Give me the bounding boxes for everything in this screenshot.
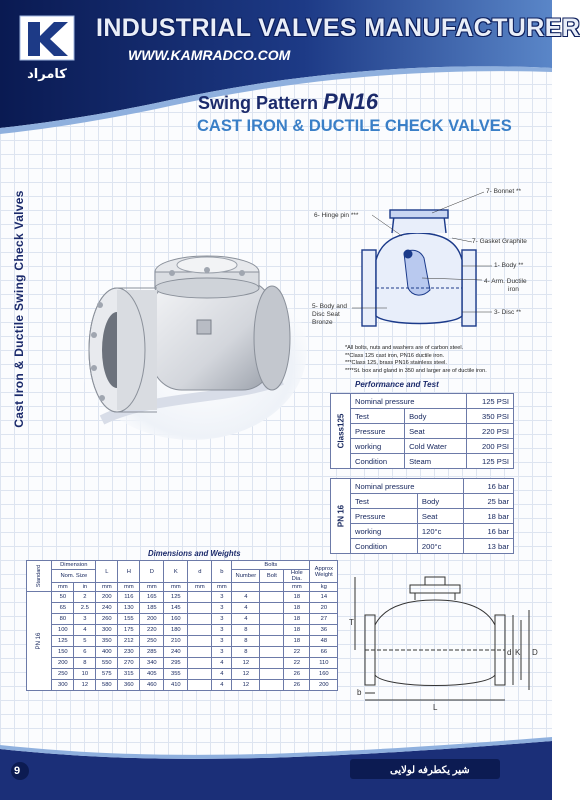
table-row — [331, 439, 514, 454]
table-cell: 580 — [96, 680, 118, 691]
logo-text: کامراد — [27, 67, 67, 82]
table-cell — [188, 669, 212, 680]
table-cell — [188, 636, 212, 647]
valve-photo — [62, 210, 302, 450]
col-H: H — [118, 561, 140, 583]
standard-cell — [27, 592, 52, 691]
table-cell: 4 — [232, 592, 260, 603]
col-weight-label: Weight — [314, 571, 333, 578]
dim-D: D — [532, 648, 538, 657]
class-label-cell — [331, 479, 351, 554]
table-cell — [260, 592, 284, 603]
table-cell: 3 — [212, 636, 232, 647]
table-cell: 14 — [310, 592, 338, 603]
table-cell: 285 — [140, 647, 164, 658]
cell: 200°c — [417, 539, 463, 554]
table-cell: 20 — [310, 603, 338, 614]
col-bolt: Bolt — [260, 570, 284, 583]
table-cell: 18 — [284, 592, 310, 603]
col-b: b — [212, 561, 232, 583]
table-cell: 575 — [96, 669, 118, 680]
col-weight — [310, 561, 338, 583]
dim-K: K — [515, 648, 521, 657]
table-cell: 550 — [96, 658, 118, 669]
unit: kg — [310, 583, 338, 592]
table-cell: 110 — [310, 658, 338, 669]
table-cell: 240 — [96, 603, 118, 614]
cell: 220 PSI — [466, 424, 513, 439]
table-row — [331, 479, 514, 494]
unit: mm — [96, 583, 118, 592]
performance-title: Performance and Test — [355, 380, 439, 389]
callout-seat-1: 5- Body and — [312, 303, 348, 310]
cell: Test — [351, 494, 418, 509]
dim-T: T — [349, 618, 354, 627]
table-cell: 3 — [212, 592, 232, 603]
table-cell: 100 — [52, 625, 74, 636]
cell: 18 bar — [464, 509, 514, 524]
table-cell: 80 — [52, 614, 74, 625]
table-cell: 300 — [52, 680, 74, 691]
cell: Body — [405, 409, 466, 424]
dim-d: d — [507, 648, 512, 657]
table-cell: 200 — [310, 680, 338, 691]
pn16-table — [330, 478, 514, 554]
note-line: **Class 125 cast iron, PN16 ductile iron. — [345, 352, 445, 359]
table-cell: 460 — [140, 680, 164, 691]
table-row — [27, 603, 338, 614]
cell: Pressure — [351, 509, 418, 524]
footer-persian-title: شیر یکطرفه لولایی — [390, 765, 470, 776]
kamrad-logo — [8, 14, 86, 84]
table-row — [331, 394, 514, 409]
table-row — [27, 658, 338, 669]
table-cell: 360 — [118, 680, 140, 691]
table-cell: 18 — [284, 614, 310, 625]
table-cell: 4 — [212, 669, 232, 680]
unit: mm — [188, 583, 212, 592]
table-row — [331, 494, 514, 509]
col-L: L — [96, 561, 118, 583]
table-cell — [260, 636, 284, 647]
note-line: ****St. box and gland in 350 and larger are of ductile iron. — [345, 367, 487, 374]
table-cell: 116 — [118, 592, 140, 603]
table-cell: 3 — [212, 614, 232, 625]
callout-disc: 3- Disc ** — [494, 309, 522, 316]
table-cell: 220 — [140, 625, 164, 636]
table-cell: 4 — [74, 625, 96, 636]
table-cell — [260, 647, 284, 658]
dim-b: b — [357, 688, 362, 697]
table-cell: 175 — [118, 625, 140, 636]
table-cell: 4 — [212, 680, 232, 691]
table-cell: 18 — [284, 603, 310, 614]
table-cell: 180 — [164, 625, 188, 636]
table-cell: 260 — [96, 614, 118, 625]
cell: 200 PSI — [466, 439, 513, 454]
heading-prefix: Swing Pattern — [198, 93, 319, 113]
table-cell: 66 — [310, 647, 338, 658]
table-row — [27, 647, 338, 658]
col-standard-label: Standard — [36, 564, 43, 588]
table-cell: 6 — [74, 647, 96, 658]
table-cell: 48 — [310, 636, 338, 647]
table-cell: 4 — [212, 658, 232, 669]
cell: Cold Water — [405, 439, 466, 454]
table-cell: 340 — [140, 658, 164, 669]
table-cell: 3 — [212, 603, 232, 614]
table-row — [331, 539, 514, 554]
table-cell: 210 — [164, 636, 188, 647]
table-cell: 4 — [232, 614, 260, 625]
table-cell: 165 — [140, 592, 164, 603]
units-row — [27, 583, 338, 592]
table-cell — [260, 680, 284, 691]
table-cell: 8 — [232, 625, 260, 636]
cell: Test — [351, 409, 405, 424]
table-row — [331, 409, 514, 424]
table-cell: 4 — [232, 603, 260, 614]
table-cell: 65 — [52, 603, 74, 614]
table-cell: 12 — [232, 658, 260, 669]
unit: in — [74, 583, 96, 592]
col-standard — [27, 561, 52, 592]
col-approx-label: Approx — [314, 565, 334, 572]
table-cell: 2 — [74, 592, 96, 603]
unit: mm — [140, 583, 164, 592]
class125-table — [330, 393, 514, 469]
table-cell: 300 — [96, 625, 118, 636]
note-line: ***Class 125, brass PN16 stainless steel. — [345, 360, 447, 367]
side-caption-text: Cast Iron & Ductile Swing Check Valves — [12, 190, 26, 428]
table-cell — [188, 625, 212, 636]
table-cell: 10 — [74, 669, 96, 680]
table-cell: 12 — [232, 680, 260, 691]
table-cell: 125 — [164, 592, 188, 603]
side-caption — [4, 178, 34, 440]
table-row — [331, 454, 514, 469]
table-cell — [260, 614, 284, 625]
table-cell: 230 — [118, 647, 140, 658]
table-cell — [188, 680, 212, 691]
table-cell: 155 — [118, 614, 140, 625]
unit — [232, 583, 260, 592]
dimensions-title: Dimensions and Weights — [148, 549, 241, 558]
standard-label: PN 16 — [36, 632, 43, 650]
table-cell: 160 — [164, 614, 188, 625]
outline-drawing — [349, 565, 550, 715]
dimensions-table — [26, 560, 338, 691]
class-label: PN 16 — [336, 504, 345, 528]
cell: 13 bar — [464, 539, 514, 554]
col-dimension: Dimension — [52, 561, 96, 570]
unit — [260, 583, 284, 592]
table-cell: 2.5 — [74, 603, 96, 614]
table-cell — [260, 669, 284, 680]
table-row — [27, 614, 338, 625]
page-number: 9 — [14, 765, 21, 777]
callout-body: 1- Body ** — [494, 262, 524, 269]
table-cell: 12 — [232, 669, 260, 680]
col-d: d — [188, 561, 212, 583]
callout-hinge-pin: 6- Hinge pin *** — [314, 212, 359, 219]
cell: Body — [417, 494, 463, 509]
table-cell: 160 — [310, 669, 338, 680]
table-cell: 350 — [96, 636, 118, 647]
table-cell: 250 — [52, 669, 74, 680]
table-cell: 400 — [96, 647, 118, 658]
table-cell: 50 — [52, 592, 74, 603]
unit: mm — [118, 583, 140, 592]
table-cell — [188, 592, 212, 603]
table-cell: 12 — [74, 680, 96, 691]
table-cell — [188, 658, 212, 669]
table-cell: 355 — [164, 669, 188, 680]
callout-bonnet: 7- Bonnet ** — [486, 188, 522, 195]
col-number: Number — [232, 570, 260, 583]
cell: working — [351, 439, 405, 454]
cell: Condition — [351, 539, 418, 554]
nominal-label: Nominal pressure — [351, 394, 467, 409]
table-cell — [188, 603, 212, 614]
cell: 350 PSI — [466, 409, 513, 424]
table-cell: 8 — [232, 636, 260, 647]
callout-seat-3: Bronze — [312, 319, 333, 326]
table-row — [331, 424, 514, 439]
table-cell: 27 — [310, 614, 338, 625]
table-cell: 145 — [164, 603, 188, 614]
table-cell: 36 — [310, 625, 338, 636]
table-cell: 26 — [284, 680, 310, 691]
table-row — [27, 680, 338, 691]
table-cell: 200 — [96, 592, 118, 603]
table-cell: 26 — [284, 669, 310, 680]
cell: working — [351, 524, 418, 539]
cell: 16 bar — [464, 524, 514, 539]
callout-arm-2: iron — [508, 286, 519, 293]
col-D: D — [140, 561, 164, 583]
table-cell: 22 — [284, 658, 310, 669]
table-cell: 315 — [118, 669, 140, 680]
col-nom-size: Nom. Size — [52, 570, 96, 583]
table-cell: 5 — [74, 636, 96, 647]
col-hole: Hole Dia. — [284, 570, 310, 583]
table-cell: 240 — [164, 647, 188, 658]
cell: Steam — [405, 454, 466, 469]
product-heading — [198, 89, 378, 115]
callout-gasket: 7- Gasket Graphite — [472, 238, 527, 245]
table-row — [331, 509, 514, 524]
col-bolts: Bolts — [232, 561, 310, 570]
table-cell — [260, 625, 284, 636]
table-row — [27, 592, 338, 603]
table-cell: 150 — [52, 647, 74, 658]
table-cell: 200 — [52, 658, 74, 669]
table-cell: 130 — [118, 603, 140, 614]
cell: Seat — [417, 509, 463, 524]
cell: 25 bar — [464, 494, 514, 509]
table-cell: 125 — [52, 636, 74, 647]
nominal-value: 125 PSI — [466, 394, 513, 409]
unit: mm — [52, 583, 74, 592]
table-cell: 22 — [284, 647, 310, 658]
table-cell: 18 — [284, 636, 310, 647]
table-cell: 185 — [140, 603, 164, 614]
table-cell: 212 — [118, 636, 140, 647]
table-row — [27, 669, 338, 680]
material-notes — [345, 345, 487, 375]
cell: 120°c — [417, 524, 463, 539]
nominal-value: 16 bar — [464, 479, 514, 494]
dim-L: L — [433, 703, 438, 712]
table-cell: 3 — [212, 625, 232, 636]
unit: mm — [212, 583, 232, 592]
header-title: INDUSTRIAL VALVES MANUFACTURER — [96, 14, 580, 42]
website-url[interactable]: WWW.KAMRADCO.COM — [128, 47, 291, 63]
table-cell: 405 — [140, 669, 164, 680]
callout-arm-1: 4- Arm. Ductile — [484, 278, 527, 285]
table-cell: 295 — [164, 658, 188, 669]
callout-seat-2: Disc Seat — [312, 311, 340, 318]
table-row — [27, 625, 338, 636]
nominal-label: Nominal pressure — [351, 479, 464, 494]
class-label: Class125 — [336, 413, 345, 449]
table-cell: 8 — [74, 658, 96, 669]
header-row — [27, 561, 338, 570]
class-label-cell — [331, 394, 351, 469]
table-cell: 270 — [118, 658, 140, 669]
table-row — [27, 636, 338, 647]
cell: Seat — [405, 424, 466, 439]
note-line: *All bolts, nuts and washers are of carbon steel. — [345, 345, 464, 351]
cell: Condition — [351, 454, 405, 469]
table-cell: 3 — [74, 614, 96, 625]
heading-pn: PN16 — [323, 89, 379, 114]
table-cell: 410 — [164, 680, 188, 691]
table-cell — [188, 647, 212, 658]
unit: mm — [284, 583, 310, 592]
table-cell — [260, 603, 284, 614]
cell: 125 PSI — [466, 454, 513, 469]
unit: mm — [164, 583, 188, 592]
table-cell — [260, 658, 284, 669]
table-cell — [188, 614, 212, 625]
table-cell: 18 — [284, 625, 310, 636]
table-cell: 200 — [140, 614, 164, 625]
product-subheading: CAST IRON & DUCTILE CHECK VALVES — [197, 117, 512, 135]
col-K: K — [164, 561, 188, 583]
cell: Pressure — [351, 424, 405, 439]
table-cell: 250 — [140, 636, 164, 647]
table-cell: 8 — [232, 647, 260, 658]
table-cell: 3 — [212, 647, 232, 658]
table-row — [331, 524, 514, 539]
